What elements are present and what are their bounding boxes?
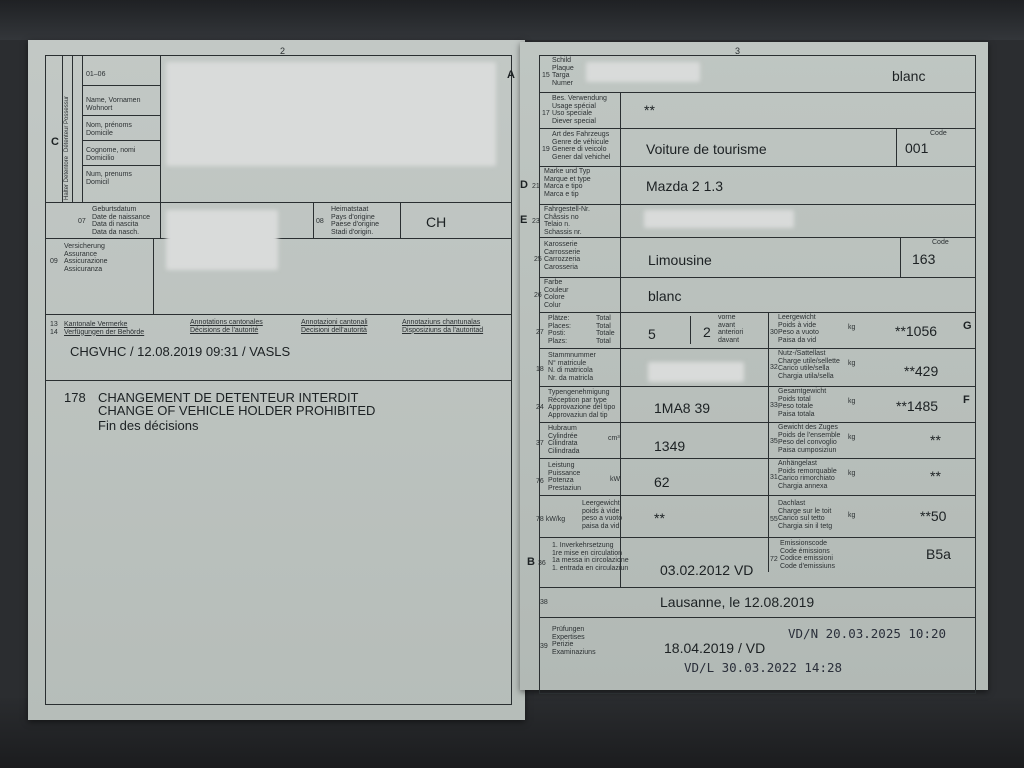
field-19-value: Voiture de tourisme	[646, 141, 767, 157]
field-21-labels: Marke und Typ Marque et type Marca e tipo Marca e tip	[544, 168, 591, 198]
field-33-labels: Gesamtgewicht Poids total Peso totale Paisa totala	[778, 388, 827, 418]
vertical-label-detenteur: Détenteur Possessur	[64, 95, 70, 152]
section-letter-c: C	[51, 136, 59, 148]
decision-line-1: CHANGEMENT DE DETENTEUR INTERDIT	[98, 390, 359, 405]
field-08-number: 08	[316, 218, 324, 225]
field-32-unit: kg	[848, 360, 856, 367]
inspection-stamp-2: VD/L 30.03.2022 14:28	[684, 660, 843, 675]
field-17-number: 17	[542, 110, 550, 117]
field-21-number: 21	[532, 183, 540, 190]
field-25-number: 25	[534, 256, 542, 263]
vertical-label-halter: Halter Detentore	[64, 155, 70, 200]
right-page	[507, 42, 988, 690]
field-35-number: 35	[770, 438, 778, 445]
section-letter-f: F	[963, 394, 970, 406]
section-letter-d: D	[520, 179, 528, 191]
holder-labels-rm: Num, prenums Domicil	[86, 171, 132, 186]
field-13-labels-fr: Annotations cantonales Décisions de l'autorité	[190, 319, 263, 334]
field-07-labels: Geburtsdatum Date de naissance Data di nascita Data da nasch.	[92, 206, 150, 236]
field-30-unit: kg	[848, 324, 856, 331]
field-55-labels: Dachlast Charge sur le toit Carico sul tetto Chargia sin il tetg	[778, 500, 833, 530]
field-72-number: 72	[770, 556, 778, 563]
field-35-labels: Gewicht des Zuges Poids de l'ensemble Peso del convoglio Paisa cumposiziun	[778, 424, 841, 454]
field-27-value: 5	[648, 326, 656, 342]
field-19-code: 001	[905, 140, 929, 156]
field-37-value: 1349	[654, 438, 686, 454]
field-78-number: 78 kW/kg	[536, 516, 566, 523]
field-26-number: 26	[534, 292, 542, 299]
field-25-code: 163	[912, 251, 936, 267]
field-38-value: Lausanne, le 12.08.2019	[660, 594, 815, 610]
field-76-number: 76	[536, 478, 544, 485]
field-09-labels: Versicherung Assurance Assicurazione Assicuranza	[64, 243, 108, 273]
field-24-number: 24	[536, 404, 544, 411]
field-24-labels: Typengenehmigung Réception par type Approvazione del tipo Approvaziun dal tip	[548, 389, 616, 419]
background-top	[0, 0, 1024, 40]
field-19-labels: Art des Fahrzeugs Genre de véhicule Genere di veicolo Gener dal vehichel	[552, 131, 611, 161]
redacted-holder-name	[166, 62, 496, 166]
field-08-value: CH	[426, 214, 447, 230]
field-25-value: Limousine	[648, 252, 712, 268]
field-76-value: 62	[654, 474, 670, 490]
field-13-labels-it: Annotazioni cantonali Decisioni dell'autorità	[301, 319, 368, 334]
decision-line-3: Fin des décisions	[98, 418, 199, 433]
field-24-value: 1MA8 39	[654, 400, 711, 416]
field-72-labels: Emissionscode Code émissions Codice emissioni Code d'emissiuns	[780, 540, 836, 570]
field-39-number: 39	[540, 643, 548, 650]
field-33-unit: kg	[848, 398, 856, 405]
field-13-value: CHGVHC / 12.08.2019 09:31 / VASLS	[70, 344, 291, 359]
field-30-labels: Leergewicht Poids à vide Peso a vuoto Paisa da vid	[778, 314, 819, 344]
page-number-right: 3	[735, 46, 741, 56]
section-letter-g: G	[963, 320, 972, 332]
field-27-labels: Plätze: Places: Posti: Plazs:	[548, 315, 571, 345]
field-30-number: 30	[770, 329, 778, 336]
field-35-unit: kg	[848, 434, 856, 441]
field-18-number: 18	[536, 366, 544, 373]
field-76-labels: Leistung Puissance Potenza Prestaziun	[548, 462, 582, 492]
holder-labels-de: Name, Vornamen Wohnort	[86, 97, 141, 112]
field-37-unit: cm³	[608, 435, 620, 442]
section-letter-e: E	[520, 214, 528, 226]
field-37-number: 37	[536, 440, 544, 447]
field-32-value: **429	[904, 363, 939, 379]
field-27-front-labels: vorne avant anteriori davant	[718, 314, 744, 344]
field-15-value: blanc	[892, 68, 926, 84]
field-27-front-value: 2	[703, 324, 711, 340]
redacted-matricule	[648, 362, 744, 382]
field-78-labels: Leergewicht poids à vide peso a vuoto paisa da vid	[582, 500, 623, 530]
field-38-number: 38	[540, 599, 548, 606]
field-32-number: 32	[770, 364, 778, 371]
field-72-value: B5a	[926, 546, 951, 562]
field-37-labels: Hubraum Cylindrée Cilindrata Cilindrada	[548, 425, 580, 455]
field-31-number: 31	[770, 474, 778, 481]
field-36-number: 36	[538, 560, 546, 567]
field-23-number: 23	[532, 218, 540, 225]
field-55-number: 55	[770, 516, 778, 523]
decision-line-2: CHANGE OF VEHICLE HOLDER PROHIBITED	[98, 403, 376, 418]
field-13-14-number: 13 14	[50, 321, 58, 336]
field-26-labels: Farbe Couleur Colore Colur	[544, 279, 569, 309]
field-55-value: **50	[920, 508, 947, 524]
field-31-value: **	[930, 468, 941, 484]
field-13-labels-rm: Annotaziuns chantunalas Disposiziuns da l'autoritad	[402, 319, 484, 334]
field-19-number: 19	[542, 146, 550, 153]
field-15-number: 15	[542, 72, 550, 79]
field-78-value: **	[654, 510, 665, 526]
field-25-code-label: Code	[932, 239, 949, 246]
field-35-value: **	[930, 432, 941, 448]
field-30-value: **1056	[895, 323, 938, 339]
inspection-stamp-1: VD/N 20.03.2025 10:20	[788, 626, 947, 641]
field-55-unit: kg	[848, 512, 856, 519]
field-27-total-labels: Total Total Totale Total	[596, 315, 615, 345]
field-27-number: 27	[536, 329, 544, 336]
redacted-vin	[644, 210, 794, 228]
field-31-labels: Anhängelast Poids remorquable Carico rimorchiato Chargia annexa	[778, 460, 837, 490]
field-21-value: Mazda 2 1.3	[646, 178, 724, 194]
holder-code: 01–06	[86, 71, 106, 78]
field-13-labels-de: Kantonale Vermerke Verfügungen der Behörde	[64, 321, 145, 336]
field-31-unit: kg	[848, 470, 856, 477]
section-letter-a: A	[507, 69, 515, 81]
redacted-birthdate	[166, 210, 278, 270]
field-07-number: 07	[78, 218, 86, 225]
field-23-labels: Fahrgestell-Nr. Châssis no Telaio n. Schassis nr.	[544, 206, 590, 236]
holder-labels-fr: Nom, prénoms Domicile	[86, 122, 132, 137]
field-19-code-label: Code	[930, 130, 947, 137]
field-26-value: blanc	[648, 288, 682, 304]
field-32-labels: Nutz-/Sattellast Charge utile/sellette Carico utile/sella Chargia utila/sella	[778, 350, 840, 380]
field-15-labels: Schild Plaque Targa Numer	[552, 57, 574, 87]
field-25-labels: Karosserie Carrosserie Carrozzeria Carosseria	[544, 241, 581, 271]
field-39-labels: Prüfungen Expertises Perizie Examinaziuns	[552, 626, 596, 656]
holder-labels-it: Cognome, nomi Domicilio	[86, 147, 136, 162]
decision-code: 178	[64, 390, 86, 405]
left-page	[28, 40, 528, 720]
field-39-value: 18.04.2019 / VD	[664, 640, 766, 656]
page-number-left: 2	[280, 46, 286, 56]
field-36-value: 03.02.2012 VD	[660, 562, 754, 578]
field-08-labels: Heimatstaat Pays d'origine Paese d'origine Stadi d'origin.	[331, 206, 380, 236]
redacted-plate	[586, 62, 700, 82]
field-17-labels: Bes. Verwendung Usage spécial Uso speciale Diever special	[552, 95, 607, 125]
field-76-unit: kW	[610, 476, 621, 483]
field-17-value: **	[644, 102, 655, 118]
field-09-number: 09	[50, 258, 58, 265]
field-36-labels: 1. Inverkehrsetzung 1re mise en circulation 1a messa in circolazione 1. entrada en circulaziun	[552, 542, 629, 572]
section-letter-b: B	[527, 556, 535, 568]
field-18-labels: Stammnummer N° matricule N. di matricola Nr. da matricla	[548, 352, 596, 382]
field-33-number: 33	[770, 402, 778, 409]
field-33-value: **1485	[896, 398, 939, 414]
